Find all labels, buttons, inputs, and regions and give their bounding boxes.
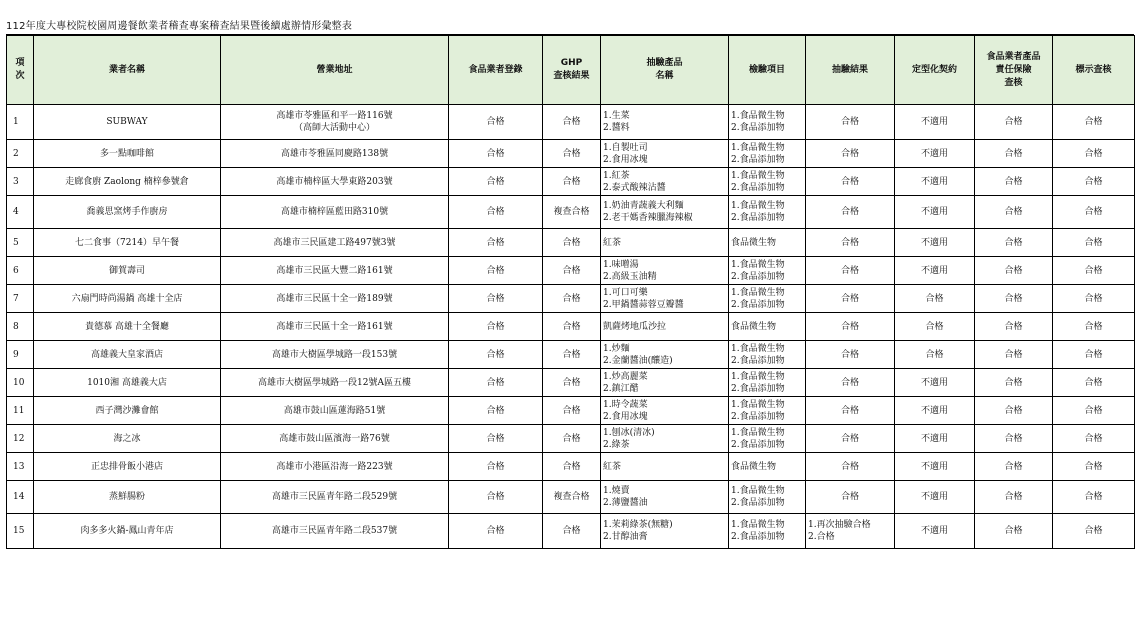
ghp-result: 合格 (543, 425, 601, 453)
ghp-result: 合格 (543, 105, 601, 140)
sample-result (806, 285, 895, 313)
row-no: 12 (7, 425, 34, 453)
business-address (221, 514, 449, 549)
business-name: 正忠排骨飯小港店 (34, 453, 221, 481)
table-row (7, 140, 1135, 168)
row-no: 9 (7, 341, 34, 369)
contract-result: 合格 (895, 341, 975, 369)
sample-result-line: 合格 (840, 176, 859, 187)
business-address (221, 196, 449, 229)
registration-result: 合格 (449, 140, 543, 168)
ghp-result: 合格 (543, 514, 601, 549)
sample-items-line: 2.甲鍋醬蒜蓉豆瓣醬 (603, 299, 684, 310)
insurance-result: 合格 (975, 105, 1053, 140)
col-header-insurance: 食品業者產品 責任保險 查核 (975, 36, 1053, 105)
sample-items-line: 2.甘醇油膏 (603, 532, 648, 542)
contract-result: 不適用 (895, 514, 975, 549)
business-address (221, 105, 449, 140)
insurance-result: 合格 (975, 514, 1053, 549)
test-items-line: 1.食品微生物 (731, 486, 785, 496)
business-name: 肉多多火鍋-鳳山青年店 (34, 514, 221, 549)
test-items-line: 2.食品添加物 (731, 123, 785, 133)
business-name: 走廊食廚 Zaolong 楠梓參號倉 (34, 168, 221, 196)
insurance-result: 合格 (975, 313, 1053, 341)
business-name: 海之冰 (34, 425, 221, 453)
ghp-result: 合格 (543, 453, 601, 481)
sample-items (601, 257, 729, 285)
col-header-name: 業者名稱 (34, 36, 221, 105)
sample-items-line: 1.時令蔬菜 (603, 399, 648, 410)
test-items-line: 食品微生物 (731, 237, 777, 248)
business-address (221, 229, 449, 257)
sample-result (806, 313, 895, 341)
contract-result: 合格 (895, 285, 975, 313)
registration-result: 合格 (449, 397, 543, 425)
test-items-line: 2.食品添加物 (731, 154, 785, 165)
registration-result: 合格 (449, 105, 543, 140)
test-items-line: 1.食品微生物 (731, 142, 785, 153)
business-address-line: 高雄市苓雅區和平一路116號 (276, 111, 393, 121)
business-name: 1010湘 高雄義大店 (34, 369, 221, 397)
sample-items-line: 1.炒麵 (603, 343, 630, 354)
test-items (729, 369, 806, 397)
sample-items-line: 1.茉莉綠茶(無糖) (603, 520, 673, 530)
registration-result: 合格 (449, 481, 543, 514)
label-result: 合格 (1053, 168, 1135, 196)
registration-result: 合格 (449, 453, 543, 481)
inspection-table (6, 35, 1135, 549)
ghp-result: 合格 (543, 168, 601, 196)
table-row (7, 481, 1135, 514)
test-items-line: 2.食品添加物 (731, 355, 785, 366)
registration-result: 合格 (449, 341, 543, 369)
business-name: SUBWAY (34, 105, 221, 140)
sample-items (601, 168, 729, 196)
registration-result: 合格 (449, 514, 543, 549)
insurance-result: 合格 (975, 229, 1053, 257)
test-items (729, 313, 806, 341)
sample-items-line: 1.紅茶 (603, 170, 630, 181)
header-row (7, 36, 1135, 105)
business-address (221, 285, 449, 313)
business-address-line: 高雄市鼓山區蓮海路51號 (283, 405, 386, 416)
sample-items (601, 229, 729, 257)
sample-result (806, 481, 895, 514)
business-name: 多一點咖啡館 (34, 140, 221, 168)
table-row (7, 453, 1135, 481)
test-items-line: 1.食品微生物 (731, 259, 785, 270)
sample-result (806, 168, 895, 196)
business-address-line: 高雄市楠梓區藍田路310號 (280, 207, 389, 217)
contract-result: 不適用 (895, 229, 975, 257)
col-header-sample-result: 抽驗結果 (806, 36, 895, 105)
business-address-line: 高雄市鼓山區濱海一路76號 (279, 433, 390, 444)
sample-result-line: 合格 (840, 293, 859, 304)
sample-result (806, 196, 895, 229)
ghp-result: 複查合格 (543, 196, 601, 229)
test-items (729, 397, 806, 425)
sample-result-line: 2.合格 (808, 532, 835, 542)
ghp-result: 合格 (543, 285, 601, 313)
business-address-line: 高雄市大樹區學城路一段12號A區五樓 (258, 377, 411, 388)
test-items-line: 1.食品微生物 (731, 201, 785, 211)
sample-items-line: 1.刨冰(清冰) (603, 427, 655, 438)
sample-result-line: 合格 (840, 461, 859, 472)
row-no: 8 (7, 313, 34, 341)
business-name: 御賀壽司 (34, 257, 221, 285)
registration-result: 合格 (449, 313, 543, 341)
label-result: 合格 (1053, 196, 1135, 229)
sample-result (806, 105, 895, 140)
ghp-result: 複查合格 (543, 481, 601, 514)
business-name: 六扇門時尚湯鍋 高雄十全店 (34, 285, 221, 313)
sample-items (601, 369, 729, 397)
table-row (7, 168, 1135, 196)
business-address-line: 高雄市楠梓區大學東路203號 (276, 176, 393, 187)
test-items-line: 食品微生物 (731, 461, 777, 472)
test-items (729, 196, 806, 229)
test-items-line: 1.食品微生物 (731, 520, 785, 530)
test-items-line: 2.食品添加物 (731, 498, 785, 508)
label-result: 合格 (1053, 341, 1135, 369)
row-no: 5 (7, 229, 34, 257)
table-row (7, 514, 1135, 549)
sample-result (806, 140, 895, 168)
insurance-result: 合格 (975, 196, 1053, 229)
test-items-line: 2.食品添加物 (731, 213, 785, 223)
label-result: 合格 (1053, 369, 1135, 397)
test-items-line: 2.食品添加物 (731, 439, 785, 450)
contract-result: 不適用 (895, 105, 975, 140)
registration-result: 合格 (449, 196, 543, 229)
sample-result (806, 397, 895, 425)
row-no: 2 (7, 140, 34, 168)
registration-result: 合格 (449, 168, 543, 196)
test-items-line: 1.食品微生物 (731, 343, 785, 354)
business-address-line: 高雄市苓雅區同慶路138號 (280, 148, 389, 159)
sample-items (601, 285, 729, 313)
business-address (221, 257, 449, 285)
sample-result (806, 514, 895, 549)
row-no: 1 (7, 105, 34, 140)
business-address (221, 369, 449, 397)
table-row (7, 397, 1135, 425)
contract-result: 不適用 (895, 168, 975, 196)
test-items-line: 1.食品微生物 (731, 111, 785, 121)
test-items (729, 140, 806, 168)
sample-items (601, 105, 729, 140)
ghp-result: 合格 (543, 397, 601, 425)
contract-result: 不適用 (895, 140, 975, 168)
registration-result: 合格 (449, 285, 543, 313)
ghp-result: 合格 (543, 313, 601, 341)
sample-result (806, 453, 895, 481)
contract-result: 不適用 (895, 481, 975, 514)
sample-items-line: 2.鎮江醋 (603, 383, 639, 394)
row-no: 13 (7, 453, 34, 481)
business-address-line: 高雄市三民區青年路二段537號 (271, 526, 398, 536)
sample-items-line: 1.生菜 (603, 111, 630, 121)
row-no: 14 (7, 481, 34, 514)
table-row (7, 105, 1135, 140)
label-result: 合格 (1053, 229, 1135, 257)
sample-result-line: 合格 (840, 321, 859, 332)
row-no: 6 (7, 257, 34, 285)
sample-items-line: 凱薩烤地瓜沙拉 (603, 321, 667, 332)
business-address-line: 高雄市三民區建工路497號3號 (273, 237, 396, 248)
sample-items-line: 1.燒賣 (603, 486, 630, 496)
contract-result: 不適用 (895, 397, 975, 425)
sample-items-line: 1.炒高麗菜 (603, 371, 648, 382)
sample-items-line: 2.綠茶 (603, 439, 630, 450)
sample-result (806, 229, 895, 257)
col-header-label: 標示查核 (1053, 36, 1135, 105)
test-items-line: 2.食品添加物 (731, 411, 785, 422)
test-items (729, 105, 806, 140)
table-row (7, 369, 1135, 397)
test-items (729, 229, 806, 257)
insurance-result: 合格 (975, 397, 1053, 425)
sample-result-line: 合格 (840, 349, 859, 360)
registration-result: 合格 (449, 257, 543, 285)
business-name: 高雄義大皇家酒店 (34, 341, 221, 369)
contract-result: 不適用 (895, 453, 975, 481)
label-result: 合格 (1053, 453, 1135, 481)
test-items-line: 1.食品微生物 (731, 170, 785, 181)
business-address-line: 高雄市小港區沿海一路223號 (276, 461, 393, 472)
business-name: 蒸鮮腸粉 (34, 481, 221, 514)
business-name: 七二食事（7214）早午餐 (34, 229, 221, 257)
business-address (221, 168, 449, 196)
insurance-result: 合格 (975, 341, 1053, 369)
sample-result-line: 合格 (840, 433, 859, 444)
contract-result: 不適用 (895, 369, 975, 397)
sample-result-line: 合格 (840, 237, 859, 248)
report-sheet (6, 20, 1134, 549)
sample-result (806, 257, 895, 285)
test-items-line: 食品微生物 (731, 321, 777, 332)
label-result: 合格 (1053, 105, 1135, 140)
test-items-line: 1.食品微生物 (731, 371, 785, 382)
row-no: 3 (7, 168, 34, 196)
insurance-result: 合格 (975, 453, 1053, 481)
sample-result-line: 1.再次抽驗合格 (808, 520, 871, 530)
test-items-line: 1.食品微生物 (731, 427, 785, 438)
contract-result: 不適用 (895, 196, 975, 229)
business-address-line: 高雄市三民區青年路二段529號 (271, 492, 398, 502)
insurance-result: 合格 (975, 140, 1053, 168)
ghp-result: 合格 (543, 341, 601, 369)
sample-items (601, 453, 729, 481)
business-address-line: 高雄市三民區十全一路189號 (276, 293, 393, 304)
sample-result-line: 合格 (840, 377, 859, 388)
insurance-result: 合格 (975, 168, 1053, 196)
test-items-line: 1.食品微生物 (731, 399, 785, 410)
sample-result-line: 合格 (840, 405, 859, 416)
test-items (729, 341, 806, 369)
label-result: 合格 (1053, 425, 1135, 453)
sample-items (601, 341, 729, 369)
sample-items (601, 313, 729, 341)
table-row (7, 285, 1135, 313)
sample-items-line: 紅茶 (603, 461, 622, 472)
label-result: 合格 (1053, 514, 1135, 549)
test-items (729, 453, 806, 481)
sample-items (601, 514, 729, 549)
sample-result-line: 合格 (840, 117, 859, 127)
label-result: 合格 (1053, 140, 1135, 168)
col-header-sample-items: 抽驗產品 名稱 (601, 36, 729, 105)
sample-items-line: 1.味噌湯 (603, 259, 639, 270)
col-header-contract: 定型化契約 (895, 36, 975, 105)
test-items-line: 2.食品添加物 (731, 532, 785, 542)
sample-items (601, 397, 729, 425)
sample-items-line: 1.可口可樂 (603, 287, 648, 298)
test-items (729, 257, 806, 285)
sample-items-line: 2.泰式酸辣沾醬 (603, 182, 666, 193)
business-name: 喬義思窯烤手作廚房 (34, 196, 221, 229)
test-items (729, 425, 806, 453)
ghp-result: 合格 (543, 369, 601, 397)
sample-items-line: 2.高級玉油精 (603, 271, 657, 282)
test-items-line: 2.食品添加物 (731, 383, 785, 394)
business-address (221, 397, 449, 425)
sample-items-line: 1.自製吐司 (603, 142, 648, 153)
sample-result-line: 合格 (840, 492, 859, 502)
insurance-result: 合格 (975, 425, 1053, 453)
row-no: 15 (7, 514, 34, 549)
sample-result-line: 合格 (840, 148, 859, 159)
business-address (221, 453, 449, 481)
business-address (221, 481, 449, 514)
test-items-line: 1.食品微生物 (731, 287, 785, 298)
sample-result (806, 369, 895, 397)
sample-items-line: 2.醬料 (603, 123, 630, 133)
label-result: 合格 (1053, 257, 1135, 285)
label-result: 合格 (1053, 481, 1135, 514)
col-header-no: 項 次 (7, 36, 34, 105)
business-name: 貴德慕 高雄十全餐廳 (34, 313, 221, 341)
registration-result: 合格 (449, 425, 543, 453)
table-body (7, 105, 1135, 549)
table-row (7, 313, 1135, 341)
sample-items-line: 2.老干媽香辣臘海辣椒 (603, 213, 693, 223)
table-row (7, 257, 1135, 285)
test-items-line: 2.食品添加物 (731, 271, 785, 282)
business-address (221, 341, 449, 369)
business-address-line: 高雄市三民區十全一路161號 (276, 321, 393, 332)
sample-items-line: 紅茶 (603, 237, 622, 248)
business-address (221, 140, 449, 168)
sample-items (601, 481, 729, 514)
test-items (729, 481, 806, 514)
sample-result (806, 425, 895, 453)
sample-items-line: 2.金蘭醬油(釀造) (603, 355, 673, 366)
insurance-result: 合格 (975, 481, 1053, 514)
label-result: 合格 (1053, 313, 1135, 341)
insurance-result: 合格 (975, 257, 1053, 285)
row-no: 4 (7, 196, 34, 229)
registration-result: 合格 (449, 369, 543, 397)
ghp-result: 合格 (543, 257, 601, 285)
col-header-ghp: GHP 查核結果 (543, 36, 601, 105)
business-address-line: 高雄市三民區大豐二路161號 (276, 265, 393, 276)
report-title: 112年度大專校院校園周邊餐飲業者稽查專案稽查結果暨後續處辦情形彙整表 (6, 20, 1134, 35)
test-items (729, 285, 806, 313)
col-header-address: 營業地址 (221, 36, 449, 105)
business-address (221, 425, 449, 453)
sample-items-line: 2.薄鹽醬油 (603, 498, 648, 508)
test-items-line: 2.食品添加物 (731, 182, 785, 193)
col-header-tests: 檢驗項目 (729, 36, 806, 105)
table-row (7, 341, 1135, 369)
sample-items-line: 2.食用冰塊 (603, 154, 648, 165)
test-items-line: 2.食品添加物 (731, 299, 785, 310)
test-items (729, 168, 806, 196)
ghp-result: 合格 (543, 229, 601, 257)
sample-items-line: 1.奶油青蔬義大利麵 (603, 201, 684, 211)
business-address-line: （高師大活動中心） (293, 123, 375, 133)
table-row (7, 425, 1135, 453)
sample-result-line: 合格 (840, 265, 859, 276)
row-no: 10 (7, 369, 34, 397)
label-result: 合格 (1053, 397, 1135, 425)
col-header-registration: 食品業者登錄 (449, 36, 543, 105)
sample-items-line: 2.食用冰塊 (603, 411, 648, 422)
insurance-result: 合格 (975, 369, 1053, 397)
contract-result: 不適用 (895, 257, 975, 285)
business-address (221, 313, 449, 341)
contract-result: 合格 (895, 313, 975, 341)
row-no: 7 (7, 285, 34, 313)
row-no: 11 (7, 397, 34, 425)
sample-items (601, 196, 729, 229)
insurance-result: 合格 (975, 285, 1053, 313)
business-address-line: 高雄市大樹區學城路一段153號 (271, 349, 398, 360)
ghp-result: 合格 (543, 140, 601, 168)
sample-items (601, 140, 729, 168)
test-items (729, 514, 806, 549)
contract-result: 不適用 (895, 425, 975, 453)
business-name: 西子灣沙灘會館 (34, 397, 221, 425)
sample-result (806, 341, 895, 369)
table-row (7, 229, 1135, 257)
registration-result: 合格 (449, 229, 543, 257)
sample-result-line: 合格 (840, 207, 859, 217)
label-result: 合格 (1053, 285, 1135, 313)
sample-items (601, 425, 729, 453)
table-row (7, 196, 1135, 229)
